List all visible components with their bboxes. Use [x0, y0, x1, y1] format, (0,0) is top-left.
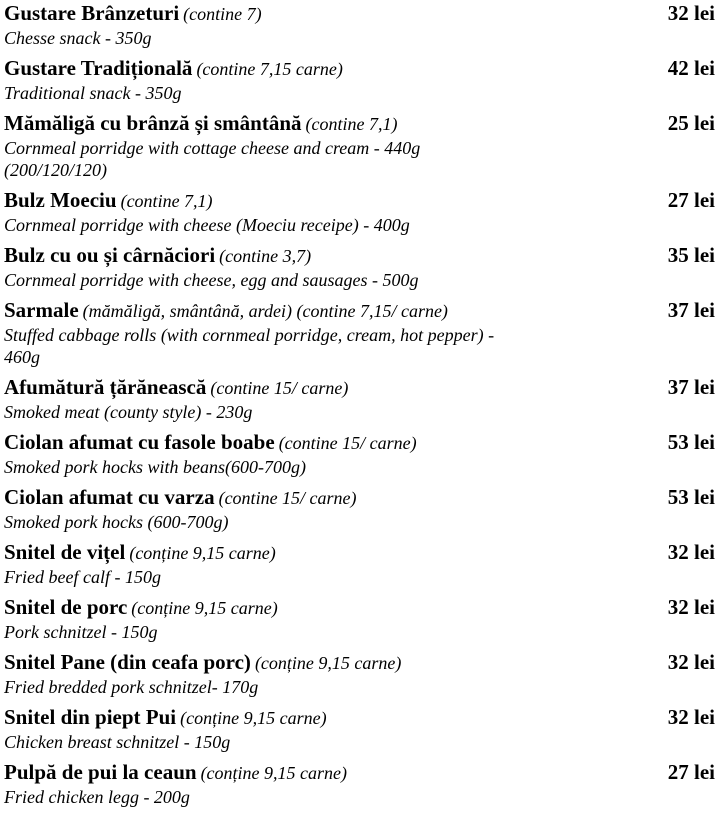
- item-name: Mămăligă cu brânză și smântână: [4, 111, 302, 135]
- item-name: Snitel Pane (din ceafa porc): [4, 650, 251, 674]
- item-allergens: (conține 9,15 carne): [254, 653, 402, 673]
- item-description: Fried beef calf - 150g: [4, 567, 161, 587]
- menu-item: [4, 704, 717, 759]
- menu-item-header: [4, 594, 717, 621]
- item-description: Cornmeal porridge with cheese (Moeciu receipe) - 400g: [4, 215, 410, 235]
- item-name: Bulz cu ou și cârnăciori: [4, 243, 216, 267]
- item-description: Smoked pork hocks (600-700g): [4, 512, 229, 532]
- item-allergens: (contine 7,15 carne): [196, 59, 343, 79]
- item-name: Snitel de porc: [4, 595, 128, 619]
- item-name: Bulz Moeciu: [4, 188, 117, 212]
- item-name: Gustare Brânzeturi: [4, 1, 180, 25]
- item-allergens: (contine 3,7): [219, 246, 312, 266]
- menu-item: [4, 374, 717, 429]
- menu-item: [4, 0, 717, 55]
- item-allergens: (conține 9,15 carne): [200, 763, 348, 783]
- item-price: 27 lei: [667, 760, 715, 784]
- item-price: 32 lei: [667, 595, 715, 619]
- item-price: 53 lei: [667, 430, 715, 454]
- menu-item-header: [4, 297, 717, 324]
- menu-item: [4, 110, 717, 187]
- menu-item-header: [4, 649, 717, 676]
- item-allergens: (contine 7,1): [305, 114, 398, 134]
- item-description: Chicken breast schnitzel - 150g: [4, 732, 231, 752]
- item-allergens: (contine 7,1): [120, 191, 213, 211]
- item-description: Fried chicken legg - 200g: [4, 787, 190, 807]
- item-description: Traditional snack - 350g: [4, 83, 182, 103]
- item-description: Pork schnitzel - 150g: [4, 622, 158, 642]
- menu-item-header: [4, 0, 717, 27]
- item-name: Sarmale: [4, 298, 79, 322]
- menu-item-header: [4, 110, 717, 137]
- menu-item: [4, 539, 717, 594]
- menu-item: [4, 484, 717, 539]
- item-allergens: (contine 15/ carne): [210, 378, 349, 398]
- item-price: 32 lei: [667, 540, 715, 564]
- menu-item: [4, 594, 717, 649]
- menu-item-header: [4, 539, 717, 566]
- item-allergens: (conține 9,15 carne): [129, 543, 276, 563]
- item-description: Cornmeal porridge with cheese, egg and sausages - 500g: [4, 270, 419, 290]
- item-price: 37 lei: [667, 298, 715, 322]
- item-price: 37 lei: [667, 375, 715, 399]
- item-name: Snitel de vițel: [4, 540, 126, 564]
- item-description: Smoked meat (county style) - 230g: [4, 402, 253, 422]
- menu-item: [4, 297, 717, 374]
- item-allergens: (contine 15/ carne): [278, 433, 417, 453]
- item-name: Ciolan afumat cu fasole boabe: [4, 430, 275, 454]
- item-name: Ciolan afumat cu varza: [4, 485, 215, 509]
- item-price: 32 lei: [667, 705, 715, 729]
- menu-item-header: [4, 55, 717, 82]
- item-allergens: (mămăligă, smântână, ardei) (contine 7,15/ carne): [82, 301, 448, 321]
- menu-item: [4, 187, 717, 242]
- item-price: 25 lei: [667, 111, 715, 135]
- menu-item-header: [4, 187, 717, 214]
- menu-item: [4, 242, 717, 297]
- menu-item-header: [4, 484, 717, 511]
- item-name: Snitel din piept Pui: [4, 705, 177, 729]
- menu-item-header: [4, 242, 717, 269]
- menu-item: [4, 759, 717, 814]
- item-name: Gustare Tradițională: [4, 56, 193, 80]
- item-name: Afumătură țărănească: [4, 375, 207, 399]
- item-allergens: (conține 9,15 carne): [180, 708, 327, 728]
- item-allergens: (conține 9,15 carne): [131, 598, 278, 618]
- item-price: 27 lei: [667, 188, 715, 212]
- menu-item-header: [4, 429, 717, 456]
- item-description: Stuffed cabbage rolls (with cornmeal porridge, cream, hot pepper) - 460g: [4, 325, 495, 367]
- item-description: Chesse snack - 350g: [4, 28, 152, 48]
- item-name: Pulpă de pui la ceaun: [4, 760, 197, 784]
- menu-item-header: [4, 704, 717, 731]
- item-price: 35 lei: [667, 243, 715, 267]
- item-price: 42 lei: [667, 56, 715, 80]
- item-description: Fried bredded pork schnitzel- 170g: [4, 677, 259, 697]
- item-allergens: (contine 15/ carne): [218, 488, 357, 508]
- item-price: 32 lei: [667, 1, 715, 25]
- item-allergens: (contine 7): [183, 4, 262, 24]
- item-description: Smoked pork hocks with beans(600-700g): [4, 457, 306, 477]
- menu-item: [4, 649, 717, 704]
- menu-item: [4, 429, 717, 484]
- menu-item-header: [4, 374, 717, 401]
- item-price: 32 lei: [667, 650, 715, 674]
- item-price: 53 lei: [667, 485, 715, 509]
- menu-item-header: [4, 759, 717, 786]
- item-description: Cornmeal porridge with cottage cheese and cream - 440g (200/120/120): [4, 138, 421, 180]
- menu-item: [4, 55, 717, 110]
